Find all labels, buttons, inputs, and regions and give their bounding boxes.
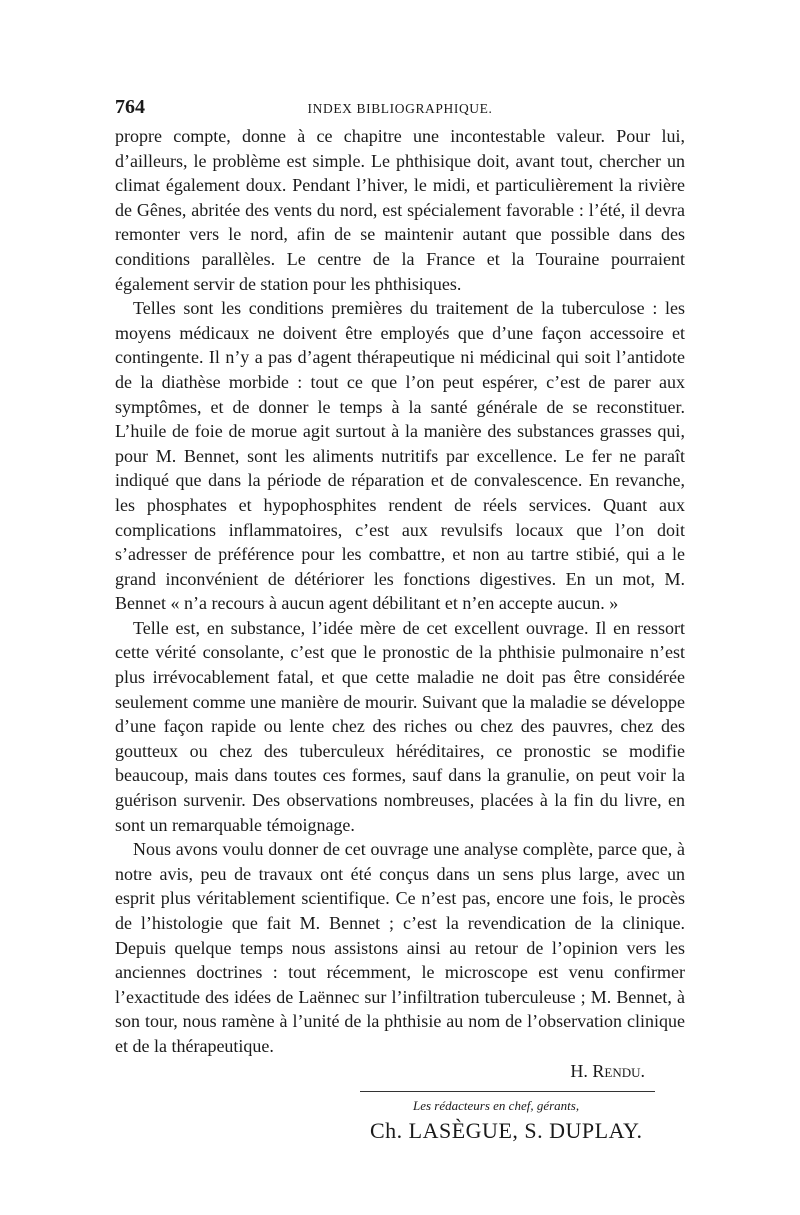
body-text xyxy=(115,124,685,1059)
review-author: H. Rendu. xyxy=(570,1060,645,1081)
page-number: 764 xyxy=(115,96,145,118)
editors-names: Ch. LASÈGUE, S. DUPLAY. xyxy=(370,1118,643,1144)
paragraph: Telles sont les conditions premières du traitement de la tuberculose : les moyens médicaux ne doivent être employés que d’une façon accessoire et contingente. Il n’y a pas d’agent thérapeutique ni médicinal qui soit l’antidote de la diathèse morbide : tout ce que l’on peut espérer, c’est de parer aux symptômes, et de donner le temps à la santé générale de se reconstituer. L’huile de foie de morue agit surtout à la manière des substances grasses qui, pour M. Bennet, sont les aliments nutritifs par excellence. Le fer ne paraît indiqué que dans la période de réparation et de convalescence. En revanche, les phosphates et hypophosphites rendent de réels services. Quant aux complications inflammatoires, c’est aux revulsifs locaux que l’on doit s’adresser de préférence pour les combattre, et non au tartre stibié, qui a le grand inconvénient de détériorer les fonctions digestives. En un mot, M. Bennet « n’a recours à aucun agent débilitant et n’en accepte aucun. » xyxy=(115,298,685,614)
review-signature-line xyxy=(115,1059,685,1084)
paragraph-continued: propre compte, donne à ce chapitre une incontestable valeur. Pour lui, d’ailleurs, le problème est simple. Le phthisique doit, avant tout, chercher un climat également doux. Pendant l’hiver, le midi, et particulièrement la rivière de Gênes, abritée des vents du nord, est spécialement favorable : l’été, il devra remonter vers le nord, afin de se maintenir autant que possible dans des conditions parallèles. Le centre de la France et la Touraine pourraient également servir de station pour les phthisiques. xyxy=(115,126,685,294)
paragraph: Telle est, en substance, l’idée mère de cet excellent ouvrage. Il en ressort cette vérité consolante, c’est que le pronostic de la phthisie pulmonaire n’est plus irrévocablement fatal, et que cette maladie ne doit pas être considérée seulement comme une manière de mourir. Suivant que la maladie se développe d’une façon rapide ou lente chez des riches ou chez des pauvres, chez des goutteux ou chez des tuberculeux héréditaires, ce pronostic se modifie beaucoup, mais dans toutes ces formes, sauf dans la granulie, on peut voir la guérison survenir. Des observations nombreuses, placées à la fin du livre, en sont un remarquable témoignage. xyxy=(115,617,685,835)
running-head: INDEX BIBLIOGRAPHIQUE. xyxy=(307,101,493,116)
paragraph-final: Nous avons voulu donner de cet ouvrage une analyse complète, parce que, à notre avis, peu de travaux ont été conçus dans un sens plus large, avec un esprit plus véritablement scientifique. Ce n’est pas, encore une fois, le procès de l’histologie que fait M. Bennet ; c’est la revendication de la clinique. Depuis quelque temps nous assistons ainsi au retour de l’opinion vers les anciennes doctrines : tout récemment, le microscope est venu confirmer l’exactitude des idées de Laënnec sur l’infiltration tuberculeuse ; M. Bennet, à son tour, nous ramène à l’unité de la phthisie au nom de l’observation clinique et de la thérapeutique. xyxy=(115,839,685,1056)
page-header xyxy=(115,96,685,124)
footer-rule xyxy=(360,1091,655,1092)
editors-label: Les rédacteurs en chef, gérants, xyxy=(413,1098,580,1114)
page xyxy=(115,96,685,1144)
